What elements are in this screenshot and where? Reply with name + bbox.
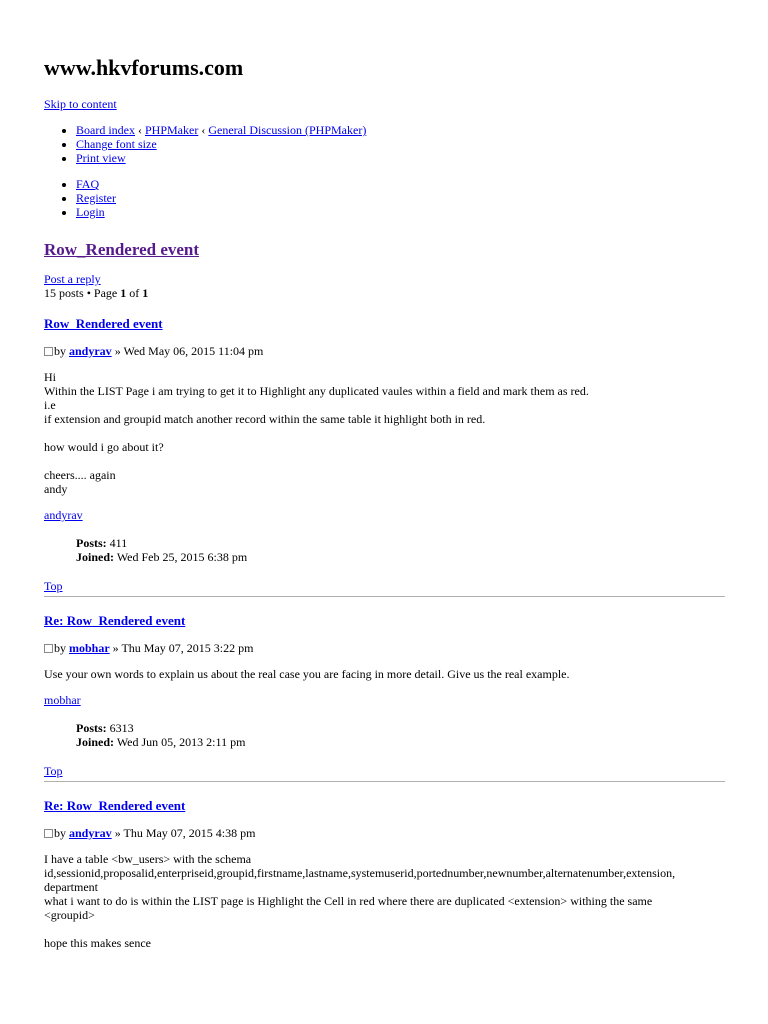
top-link[interactable]: Top bbox=[44, 579, 63, 593]
post-divider bbox=[44, 596, 725, 597]
total-pages: 1 bbox=[142, 286, 149, 300]
change-font-size-link[interactable]: Change font size bbox=[76, 137, 157, 151]
nav-item bbox=[76, 137, 724, 151]
post-line: i.e bbox=[44, 398, 56, 412]
post-count: 15 posts bbox=[44, 286, 84, 300]
profile-posts-count: 6313 bbox=[109, 721, 134, 735]
user-links-list bbox=[44, 177, 724, 219]
profile-name-link[interactable]: mobhar bbox=[44, 693, 81, 707]
post-date: Thu May 07, 2015 4:38 pm bbox=[123, 826, 256, 840]
login-link[interactable]: Login bbox=[76, 205, 105, 219]
post-line: hope this makes sence bbox=[44, 936, 151, 950]
pagination bbox=[44, 286, 724, 300]
breadcrumb bbox=[76, 123, 724, 137]
navigation-list bbox=[44, 123, 724, 165]
post-icon[interactable] bbox=[44, 829, 53, 838]
post-title-link[interactable]: Re: Row_Rendered event bbox=[44, 613, 186, 628]
post-line: Use your own words to explain us about the real case you are facing in more detail. Give us the real example. bbox=[44, 667, 570, 681]
post-date: Thu May 07, 2015 3:22 pm bbox=[121, 641, 254, 655]
current-page: 1 bbox=[120, 286, 127, 300]
profile-joined-date: Wed Jun 05, 2013 2:11 pm bbox=[116, 735, 246, 749]
post-line: <groupid> bbox=[44, 908, 95, 922]
post-author-link[interactable]: andyrav bbox=[69, 826, 112, 840]
post-line: I have a table <bw_users> with the schema bbox=[44, 852, 252, 866]
site-title: www.hkvforums.com bbox=[44, 55, 244, 80]
post-line: Hi bbox=[44, 370, 56, 384]
post-line: andy bbox=[44, 482, 68, 496]
page-word: Page bbox=[93, 286, 121, 300]
by-label: by bbox=[54, 344, 69, 358]
post-icon[interactable] bbox=[44, 347, 53, 356]
joined-label: Joined: bbox=[76, 735, 115, 749]
pagination-bullet: • bbox=[83, 286, 94, 300]
post-line: department bbox=[44, 880, 98, 894]
post-author-link[interactable]: andyrav bbox=[69, 344, 112, 358]
post-title bbox=[44, 613, 724, 629]
post bbox=[44, 613, 724, 782]
nav-item bbox=[76, 191, 724, 205]
topic-title-link[interactable]: Row_Rendered event bbox=[44, 240, 200, 259]
post-content bbox=[44, 667, 724, 681]
profile-name-link[interactable]: andyrav bbox=[44, 508, 83, 522]
breadcrumb-board-index[interactable]: Board index bbox=[76, 123, 135, 137]
post-divider bbox=[44, 781, 725, 782]
post-author-link[interactable]: mobhar bbox=[69, 641, 110, 655]
breadcrumb-phpmaker[interactable]: PHPMaker bbox=[145, 123, 199, 137]
top-link[interactable]: Top bbox=[44, 764, 63, 778]
post-line: cheers.... again bbox=[44, 468, 116, 482]
joined-label: Joined: bbox=[76, 550, 115, 564]
post-title-link[interactable]: Re: Row_Rendered event bbox=[44, 798, 186, 813]
of-word: of bbox=[126, 286, 143, 300]
post-profile bbox=[76, 721, 724, 749]
register-link[interactable]: Register bbox=[76, 191, 116, 205]
post-reply-link[interactable]: Post a reply bbox=[44, 272, 101, 286]
posts-label: Posts: bbox=[76, 721, 107, 735]
skip-to-content-link[interactable]: Skip to content bbox=[44, 97, 117, 111]
by-label: by bbox=[54, 641, 69, 655]
post-line: what i want to do is within the LIST page is Highlight the Cell in red where there are duplicated <extension> withing the same bbox=[44, 894, 653, 908]
profile-joined-date: Wed Feb 25, 2015 6:38 pm bbox=[116, 550, 248, 564]
posts-label: Posts: bbox=[76, 536, 107, 550]
post-line: id,sessionid,proposalid,enterpriseid,groupid,firstname,lastname,systemuserid,portednumber,newnumber,alternatenumber,extension, bbox=[44, 866, 676, 880]
post bbox=[44, 316, 724, 597]
raquo-separator: » bbox=[109, 641, 122, 655]
raquo-separator: » bbox=[111, 826, 124, 840]
post-line: if extension and groupid match another record within the same table it highlight both in red. bbox=[44, 412, 486, 426]
raquo-separator: » bbox=[111, 344, 124, 358]
post-date: Wed May 06, 2015 11:04 pm bbox=[123, 344, 264, 358]
faq-link[interactable]: FAQ bbox=[76, 177, 100, 191]
post-content bbox=[44, 852, 724, 950]
post-author-line bbox=[44, 641, 724, 655]
profile-posts-count: 411 bbox=[109, 536, 128, 550]
post-line: Within the LIST Page i am trying to get it to Highlight any duplicated vaules within a field and mark them as red. bbox=[44, 384, 589, 398]
post-title-link[interactable]: Row_Rendered event bbox=[44, 316, 163, 331]
post-author-line bbox=[44, 344, 724, 358]
breadcrumb-separator: ‹ bbox=[198, 123, 209, 137]
post-line: how would i go about it? bbox=[44, 440, 164, 454]
post-content bbox=[44, 370, 724, 496]
by-label: by bbox=[54, 826, 69, 840]
topic-title bbox=[44, 240, 724, 260]
post-profile bbox=[76, 536, 724, 564]
post bbox=[44, 798, 724, 950]
breadcrumb-general-discussion[interactable]: General Discussion (PHPMaker) bbox=[208, 123, 367, 137]
post-title bbox=[44, 798, 724, 814]
nav-item bbox=[76, 205, 724, 219]
post-author-line bbox=[44, 826, 724, 840]
nav-item bbox=[76, 151, 724, 165]
post-title bbox=[44, 316, 724, 332]
breadcrumb-separator: ‹ bbox=[135, 123, 145, 137]
nav-item bbox=[76, 177, 724, 191]
print-view-link[interactable]: Print view bbox=[76, 151, 126, 165]
post-icon[interactable] bbox=[44, 644, 53, 653]
